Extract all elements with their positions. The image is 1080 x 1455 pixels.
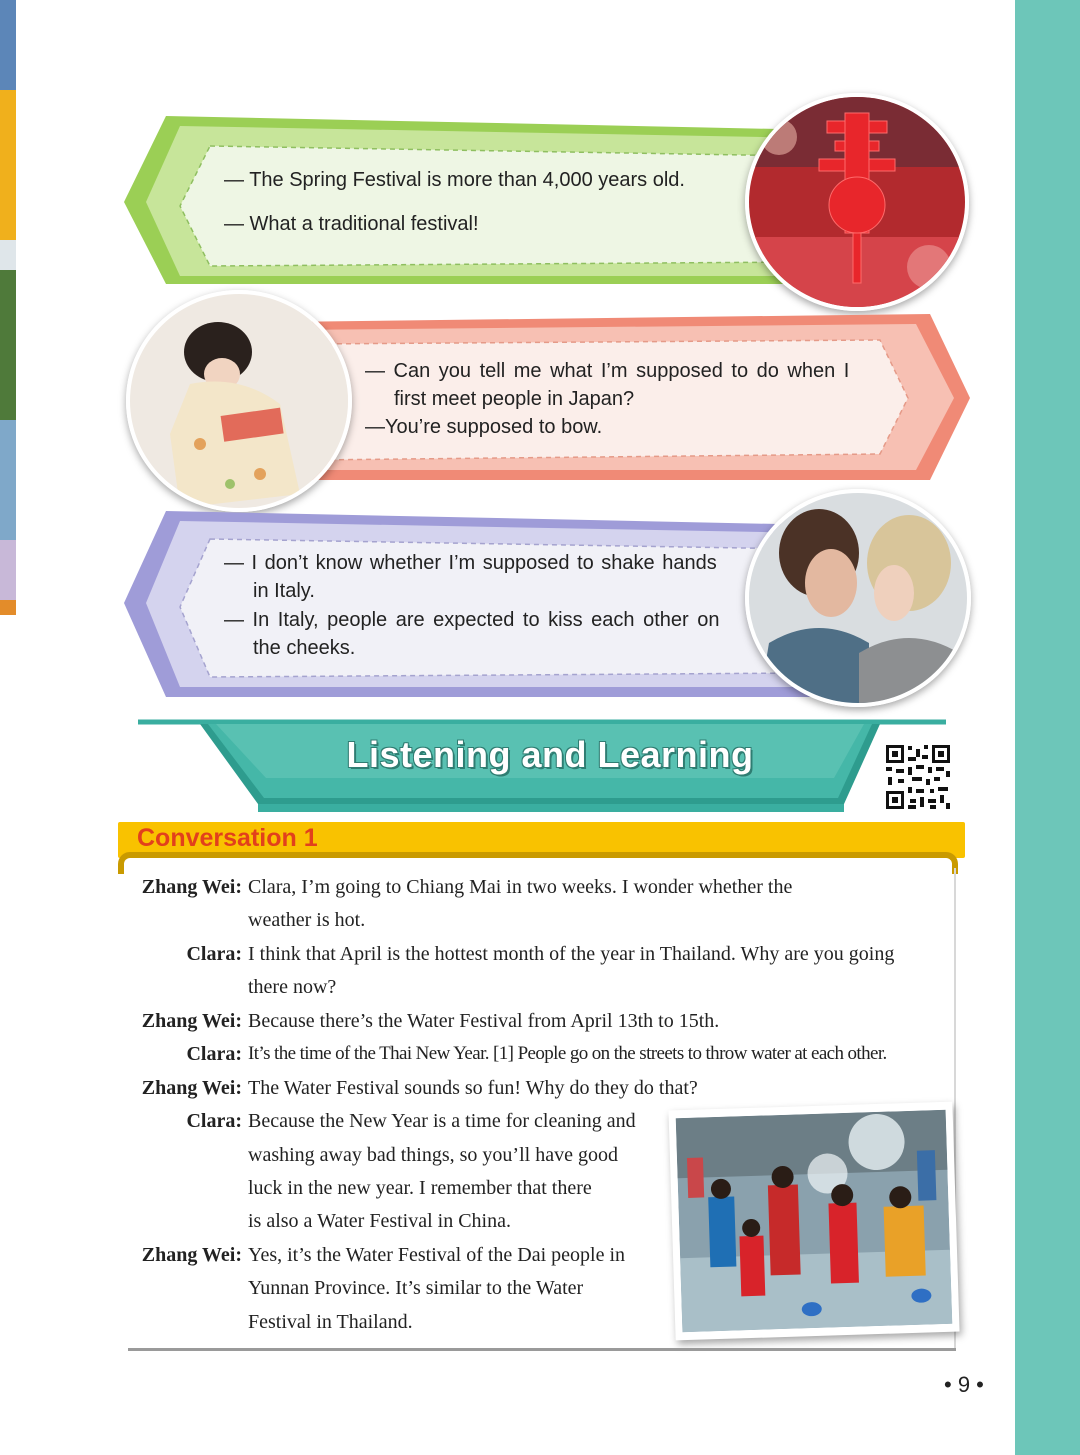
dialogue-line: — The Spring Festival is more than 4,000 years old.	[224, 169, 685, 191]
conversation-line: luck in the new year. I remember that there	[248, 1177, 592, 1199]
speaker-clara: Clara:	[186, 1110, 242, 1132]
conversation-line: Yunnan Province. It’s similar to the Water	[248, 1277, 584, 1299]
conversation-line: The Water Festival sounds so fun! Why do they do that?	[248, 1077, 698, 1099]
kimono-woman-bowing-photo	[126, 290, 352, 512]
conversation-bottom-rule	[128, 1348, 956, 1351]
speaker-clara: Clara:	[186, 943, 242, 965]
dialogue-line: — What a traditional festival!	[224, 213, 479, 235]
speaker-zhang-wei: Zhang Wei:	[141, 1010, 242, 1032]
speaker-zhang-wei: Zhang Wei:	[141, 1244, 242, 1266]
conversation-line: weather is hot.	[248, 909, 366, 931]
qr-code-icon[interactable]	[884, 743, 952, 811]
green-banner-shape	[124, 116, 824, 286]
water-festival-photo	[668, 1102, 959, 1341]
conversation-line: Because the New Year is a time for cleaning and	[248, 1110, 636, 1132]
dialogue-line: in Italy.	[253, 580, 315, 602]
conversation-line: Festival in Thailand.	[248, 1311, 413, 1333]
speaker-zhang-wei: Zhang Wei:	[141, 1077, 242, 1099]
dialogue-line: — In Italy, people are expected to kiss each other on	[224, 609, 720, 631]
conversation-line: is also a Water Festival in China.	[248, 1210, 511, 1232]
dialogue-banner-italy	[124, 511, 824, 699]
speaker-clara: Clara:	[186, 1043, 242, 1065]
page-number: • 9 •	[944, 1372, 984, 1397]
spring-festival-decoration-photo	[745, 93, 969, 311]
purple-banner-shape	[124, 511, 824, 699]
dialogue-line: — Can you tell me what I’m supposed to do when I	[365, 360, 850, 382]
conversation-line: Because there’s the Water Festival from April 13th to 15th.	[248, 1010, 720, 1032]
section-title: Listening and Learning	[346, 734, 754, 775]
dialogue-line: first meet people in Japan?	[394, 388, 635, 410]
conversation-label: Conversation 1	[137, 824, 318, 852]
conversation-line: It’s the time of the Thai New Year. [1] People go on the streets to throw water at each other.	[248, 1043, 887, 1064]
cheek-kiss-greeting-photo	[745, 489, 971, 707]
page-edge-strip	[1015, 0, 1080, 1455]
conversation-line: Yes, it’s the Water Festival of the Dai people in	[248, 1244, 626, 1266]
conversation-line: Clara, I’m going to Chiang Mai in two weeks. I wonder whether the	[248, 876, 793, 898]
dialogue-line: —You’re supposed to bow.	[365, 416, 603, 438]
dialogue-line: — I don’t know whether I’m supposed to shake hands	[224, 552, 717, 574]
conversation-line: I think that April is the hottest month of the year in Thailand. Why are you going	[248, 943, 895, 965]
speaker-zhang-wei: Zhang Wei:	[141, 876, 242, 898]
dialogue-banner-spring-festival	[124, 116, 824, 286]
conversation-line: there now?	[248, 976, 337, 998]
left-page-edge-photo	[0, 0, 16, 615]
dialogue-line: the cheeks.	[253, 637, 356, 659]
conversation-box-border	[118, 852, 958, 874]
conversation-line: washing away bad things, so you’ll have good	[248, 1144, 618, 1166]
